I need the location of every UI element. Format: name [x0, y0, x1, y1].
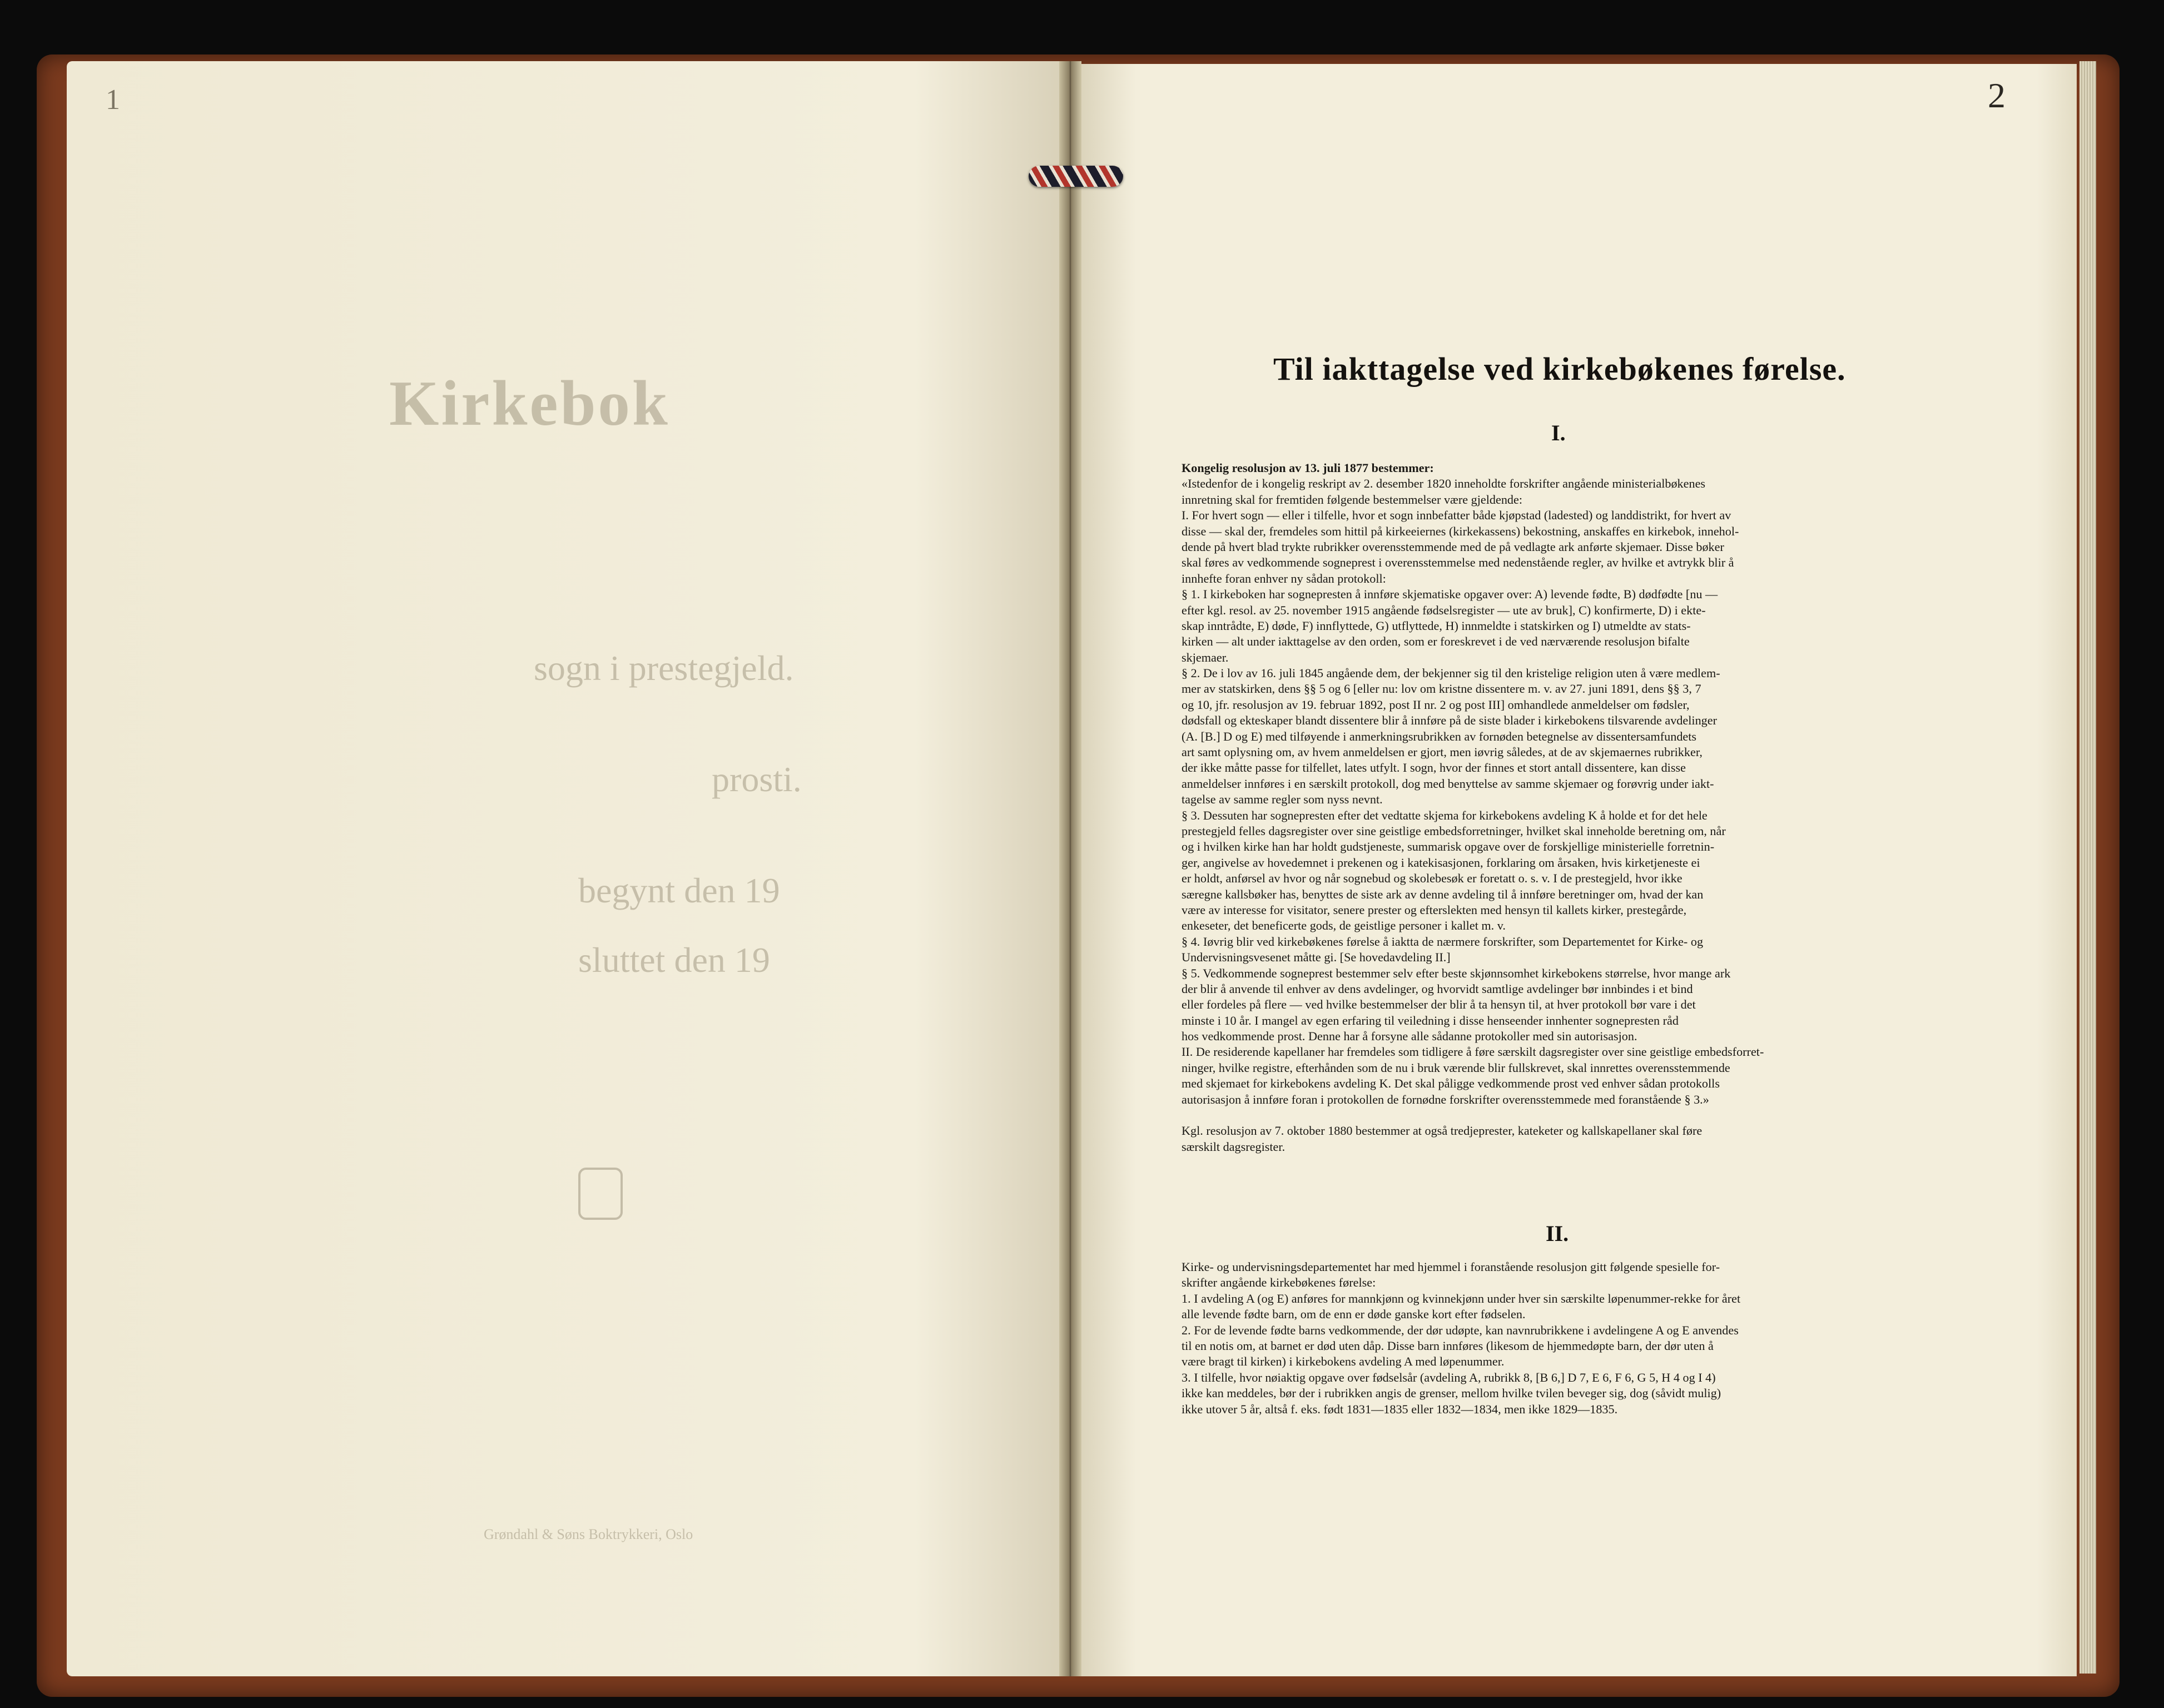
text-line: disse — skal der, fremdeles som hittil på kirkeeiernes (kirkekassens) bekostning, anskaffes en kirkebok, innehol- — [1182, 524, 1739, 538]
text-line: § 2. De i lov av 16. juli 1845 angående dem, der bekjenner sig til den kristelige religion uten å være medlem- — [1182, 666, 1720, 681]
text-line: kirken — alt under iakttagelse av den orden, som er foreskrevet i de ved nærværende resolusjon bifalte — [1182, 634, 1690, 649]
text-line: § 1. I kirkeboken har sognepresten å innføre skjematiske opgaver over: A) levende fødte, B) dødfødte [nu — — [1182, 587, 1718, 602]
text-line: skal føres av vedkommende sogneprest i overensstemmelse med nedenstående regler, av hvilke et avtrykk blir å — [1182, 555, 1734, 570]
text-line: § 5. Vedkommende sogneprest bestemmer selv efter beste skjønnsomhet kirkebokens størrelse, hvor mange ark — [1182, 966, 1731, 980]
text-line: tagelse av samme regler som nyss nevnt. — [1182, 792, 1383, 807]
text-line: og i hvilken kirke han har holdt gudstjeneste, summarisk opgave over de forskjellige ministerielle forretnin- — [1182, 840, 1715, 854]
text-line: ger, angivelse av hovedemnet i prekenen og i katekisasjonen, forklaring om årsaken, hvis kirketjeneste ei — [1182, 855, 1700, 870]
text-line: minste i 10 år. I mangel av egen erfaring til veiledning i disse henseender innhenter sognepresten råd — [1182, 1013, 1679, 1027]
text-line: til en notis om, at barnet er død uten dåp. Disse barn innføres (likesom de hjemmedøpte barn, der dør uten å — [1182, 1338, 1714, 1353]
text-line: der ikke måtte passe for tilfellet, lates utfylt. I sogn, hvor der finnes et stort antall dissentere, kan disse — [1182, 761, 1686, 775]
bookmark-ribbon — [1029, 166, 1123, 187]
text-line — [1182, 1108, 1764, 1123]
text-line: I. For hvert sogn — eller i tilfelle, hvor et sogn innbefatter både kjøpstad (ladested) og landdistrikt, for hvert av — [1182, 508, 1731, 523]
text-line: innretning skal for fremtiden følgende bestemmelser være gjeldende: — [1182, 492, 1523, 507]
text-line: særskilt dagsregister. — [1182, 1139, 1286, 1154]
text-line: alle levende fødte barn, om de enn er døde ganske kort efter fødselen. — [1182, 1307, 1526, 1322]
text-line: innhefte foran enhver ny sådan protokoll: — [1182, 571, 1386, 585]
text-line: Kgl. resolusjon av 7. oktober 1880 bestemmer at også tredjeprester, kateketer og kallskapellaner skal føre — [1182, 1124, 1703, 1138]
page-heading: Til iakttagelse ved kirkebøkenes førelse. — [1273, 351, 1846, 387]
text-line: skrifter angående kirkebøkenes førelse: — [1182, 1275, 1376, 1290]
begun-line: begynt den 19 — [578, 871, 780, 910]
text-line: eller fordeles på flere — ved hvilke bestemmelser der blir å ta hensyn til, at hver protokoll bør vare i det — [1182, 997, 1696, 1012]
page-number: 2 — [1988, 76, 2006, 115]
text-line: dende på hvert blad trykte rubrikker overensstemmende med de på vedlagte ark anførte skjemaer. Disse bøker — [1182, 539, 1724, 554]
text-line: være bragt til kirken) i kirkebokens avdeling A med løpenummer. — [1182, 1354, 1505, 1369]
text-line: (A. [B.] D og E) med tilføyende i anmerkningsrubrikken av fornøden betegnelse av dissentersamfundets — [1182, 729, 1697, 743]
text-line: prestegjeld felles dagsregister over sine geistlige embedsforretninger, hvilket skal inneholde beretning om, når — [1182, 823, 1726, 838]
text-line: 2. For de levende fødte barns vedkommende, der dør udøpte, kan navnrubrikkene i avdelingene A og E anvendes — [1182, 1323, 1739, 1337]
text-line: efter kgl. resol. av 25. november 1915 angående fødselsregister — ute av bruk], C) konfirmerte, D) i ekte- — [1182, 603, 1706, 617]
text-line: dødsfall og ekteskaper blandt dissentere blir å innføre på de siste blader i kirkebokens tilsvarende avdelinger — [1182, 713, 1717, 728]
text-line: ikke kan meddeles, bør der i rubrikken angis de grenser, mellom hvilke tvilen beveger sig, dog (såvidt mulig) — [1182, 1386, 1721, 1401]
text-line: Undervisningsvesenet måtte gi. [Se hovedavdeling II.] — [1182, 950, 1451, 965]
text-line: Kirke- og undervisningsdepartementet har med hjemmel i foranstående resolusjon gitt følgende spesielle for- — [1182, 1260, 1720, 1274]
corner-mark: 1 — [106, 84, 120, 116]
section-2-text — [1182, 1259, 1740, 1417]
text-line: 3. I tilfelle, hvor nøiaktig opgave over fødselsår (avdeling A, rubrikk 8, [B 6,] D 7, E 6, F 6, G 5, H 4 og I 4) — [1182, 1370, 1716, 1384]
text-line: art samt oplysning om, av hvem anmeldelsen er gjort, men iøvrig således, at de av skjemaernes rubrikker, — [1182, 745, 1703, 759]
text-line: der blir å anvende til enhver av dens avdelinger, og hvorvidt samtlige avdelinger bør innbindes i et bind — [1182, 981, 1693, 996]
section-1-text — [1182, 460, 1764, 1155]
text-line: er holdt, anførsel av hvor og når sognebud og skolebesøk er foretatt o. s. v. I de prestegjeld, hvor ikke — [1182, 871, 1682, 886]
printer-line: Grøndahl & Søns Boktrykkeri, Oslo — [484, 1526, 693, 1542]
text-line: 1. I avdeling A (og E) anføres for mannkjønn og kvinnekjønn under hver sin særskilte løpenummer-rekke for året — [1182, 1291, 1741, 1305]
section-1-label: I. — [1551, 420, 1566, 445]
text-line: med skjemaet for kirkebokens avdeling K. Det skal påligge vedkommende prost ved enhver sådan protokolls — [1182, 1076, 1720, 1091]
text-line: skap inntrådte, E) døde, F) innflyttede, G) utflyttede, H) innmeldte i statskirken og I) utmeldte av stats- — [1182, 618, 1691, 633]
text-line: og 10, jfr. resolusjon av 19. februar 1892, post II nr. 2 og post III] omhandlede anmeldelser om fødsler, — [1182, 697, 1690, 712]
text-line: ninger, hvilke registre, efterhånden som de nu i bruk værende blir fullskrevet, skal innrettes overensstemmende — [1182, 1060, 1730, 1075]
text-line: ikke utover 5 år, altså f. eks. født 1831—1835 eller 1832—1834, men ikke 1829—1835. — [1182, 1402, 1618, 1416]
text-line: Kongelig resolusjon av 13. juli 1877 bestemmer: — [1182, 461, 1434, 475]
left-page-title: Kirkebok — [389, 368, 670, 439]
text-line: hos vedkommende prost. Denne har å forsyne alle sådanne protokoller med sin autorisasjon. — [1182, 1029, 1637, 1044]
text-line: autorisasjon å innføre foran i protokollen de fornødne forskrifter overensstemmede med foranstående § 3.» — [1182, 1092, 1709, 1106]
book-gutter — [1059, 61, 1081, 1676]
text-line: II. De residerende kapellaner har fremdeles som tidligere å føre særskilt dagsregister over sine geistlige embedsforret- — [1182, 1045, 1764, 1059]
text-line: § 3. Dessuten har sognepresten efter det vedtatte skjema for kirkebokens avdeling K å holde et for det hele — [1182, 808, 1708, 822]
text-line: anmeldelser innføres i en særskilt protokoll, dog med benyttelse av samme skjemaer og forøvrig under iakt- — [1182, 776, 1714, 791]
text-line: «Istedenfor de i kongelig reskript av 2. desember 1820 inneholdte forskrifter angående ministerialbøkenes — [1182, 476, 1706, 491]
text-line: være av interesse for visitator, senere prester og efterslekten med hensyn til kallets kirker, prestegårde, — [1182, 902, 1687, 917]
parish-line: sogn i prestegjeld. — [534, 648, 794, 688]
text-line: mer av statskirken, dens §§ 5 og 6 [eller nu: lov om kristne dissentere m. v. av 27. juni 1891, dens §§ 3, 7 — [1182, 682, 1701, 696]
section-2-label: II. — [1546, 1221, 1569, 1246]
text-line: særegne kallsbøker has, benyttes de siste ark av denne avdeling til å innføre beretninger om, hvad der kan — [1182, 887, 1704, 901]
text-line: § 4. Iøvrig blir ved kirkebøkenes førelse å iaktta de nærmere forskrifter, som Departementet for Kirke- og — [1182, 934, 1704, 949]
text-line: skjemaer. — [1182, 650, 1229, 664]
left-page-seal — [578, 1168, 623, 1220]
left-page — [67, 61, 1065, 1676]
page-edges — [2079, 61, 2096, 1674]
ended-line: sluttet den 19 — [578, 940, 770, 980]
text-line: enkeseter, det beneficerte gods, de geistlige personer i kallet m. v. — [1182, 918, 1506, 933]
deanery-line: prosti. — [712, 759, 802, 799]
